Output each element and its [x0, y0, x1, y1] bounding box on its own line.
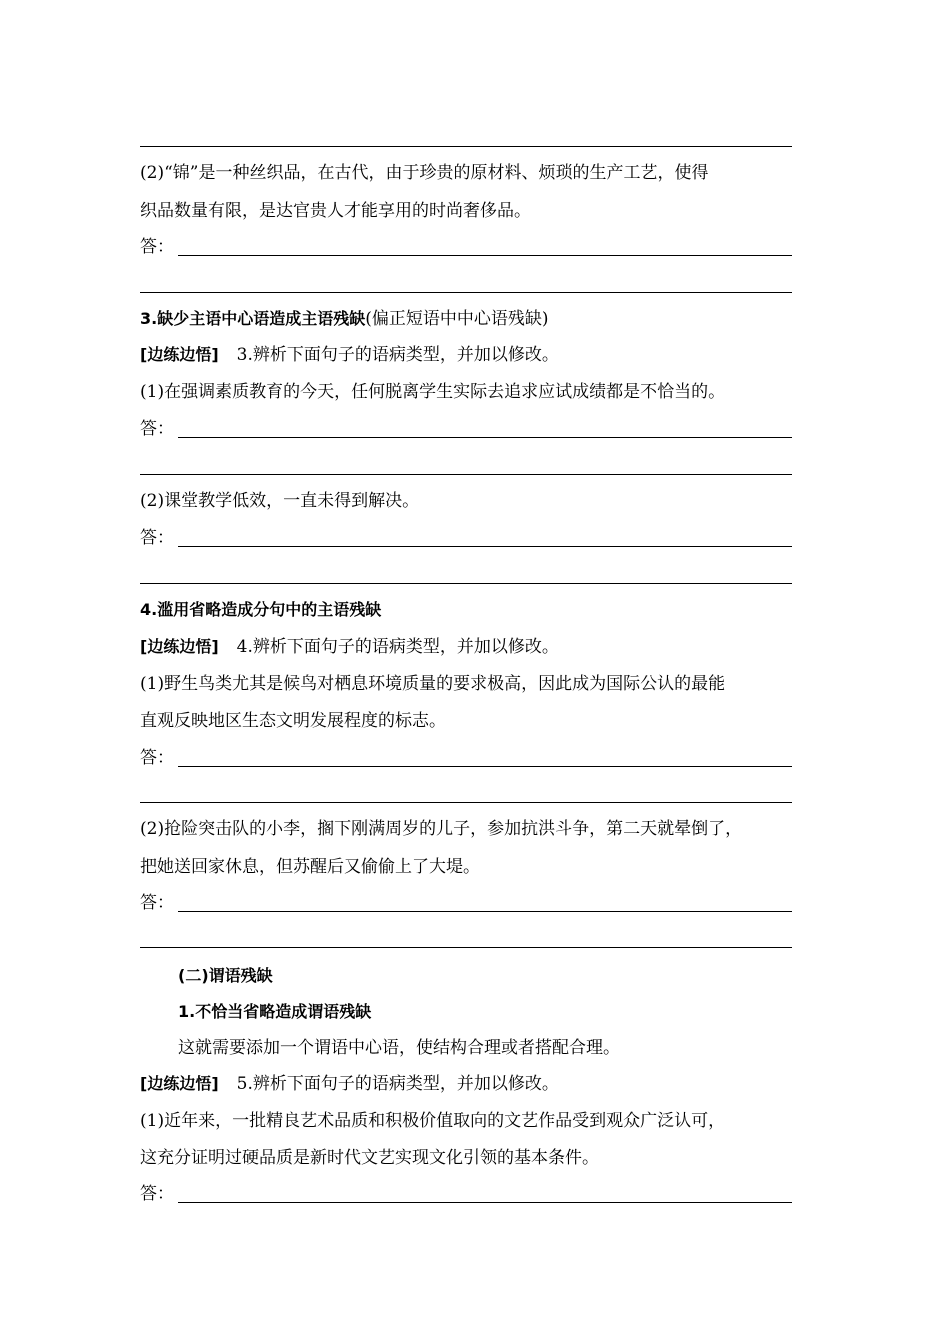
answer-label: 答：: [140, 748, 174, 768]
question-4-1-line-2: 直观反映地区生态文明发展程度的标志。: [140, 711, 446, 731]
answer-line: [140, 292, 792, 293]
heading-5-description: 这就需要添加一个谓语中心语，使结构合理或者搭配合理。: [178, 1038, 620, 1058]
exercise-5-text: 5.辨析下面句子的语病类型，并加以修改。: [236, 1074, 559, 1094]
answer-label: 答：: [140, 237, 174, 257]
answer-line: [140, 802, 792, 803]
heading-4: 4.滥用省略造成分句中的主语残缺: [140, 600, 382, 619]
answer-line: [140, 474, 792, 475]
answer-field[interactable]: [178, 546, 792, 547]
exercise-5-prompt: [140, 1073, 559, 1095]
answer-field[interactable]: [178, 911, 792, 912]
question-5-1-line-1: (1)近年来，一批精良艺术品质和积极价值取向的文艺作品受到观众广泛认可，: [140, 1111, 726, 1131]
answer-field[interactable]: [178, 1202, 792, 1203]
answer-line: [140, 146, 792, 147]
question-4-2-line-1: (2)抢险突击队的小李，搁下刚满周岁的儿子，参加抗洪斗争，第二天就晕倒了，: [140, 819, 743, 839]
question-4-2-line-2: 把她送回家休息，但苏醒后又偷偷上了大堤。: [140, 857, 480, 877]
answer-field[interactable]: [178, 766, 792, 767]
exercise-4-text: 4.辨析下面句子的语病类型，并加以修改。: [236, 637, 559, 657]
question-2-2-line-1: (2)“锦”是一种丝织品，在古代，由于珍贵的原材料、烦琐的生产工艺，使得: [140, 163, 709, 183]
exercise-4-prompt: [140, 636, 559, 658]
question-3-1: (1)在强调素质教育的今天，任何脱离学生实际去追求应试成绩都是不恰当的。: [140, 382, 726, 402]
section-2-heading: (二)谓语残缺: [178, 966, 273, 985]
answer-label: 答：: [140, 893, 174, 913]
heading-3-note: (偏正短语中中心语残缺): [365, 309, 549, 329]
exercise-3-text: 3.辨析下面句子的语病类型，并加以修改。: [236, 345, 559, 365]
question-2-2-line-2: 织品数量有限，是达官贵人才能享用的时尚奢侈品。: [140, 201, 531, 221]
answer-line: [140, 947, 792, 948]
exercise-tag: [边练边悟]: [140, 637, 219, 656]
answer-label: 答：: [140, 528, 174, 548]
answer-field[interactable]: [178, 255, 792, 256]
exercise-3-prompt: [140, 344, 559, 366]
heading-3: [140, 308, 548, 330]
question-5-1-line-2: 这充分证明过硬品质是新时代文艺实现文化引领的基本条件。: [140, 1148, 599, 1168]
question-4-1-line-1: (1)野生鸟类尤其是候鸟对栖息环境质量的要求极高，因此成为国际公认的最能: [140, 674, 726, 694]
heading-3-title: 3.缺少主语中心语造成主语残缺: [140, 309, 366, 328]
question-3-2: (2)课堂教学低效，一直未得到解决。: [140, 491, 420, 511]
exercise-tag: [边练边悟]: [140, 345, 219, 364]
answer-label: 答：: [140, 1184, 174, 1204]
answer-field[interactable]: [178, 437, 792, 438]
answer-label: 答：: [140, 419, 174, 439]
exercise-tag: [边练边悟]: [140, 1074, 219, 1093]
heading-5: 1.不恰当省略造成谓语残缺: [178, 1002, 372, 1021]
answer-line: [140, 583, 792, 584]
